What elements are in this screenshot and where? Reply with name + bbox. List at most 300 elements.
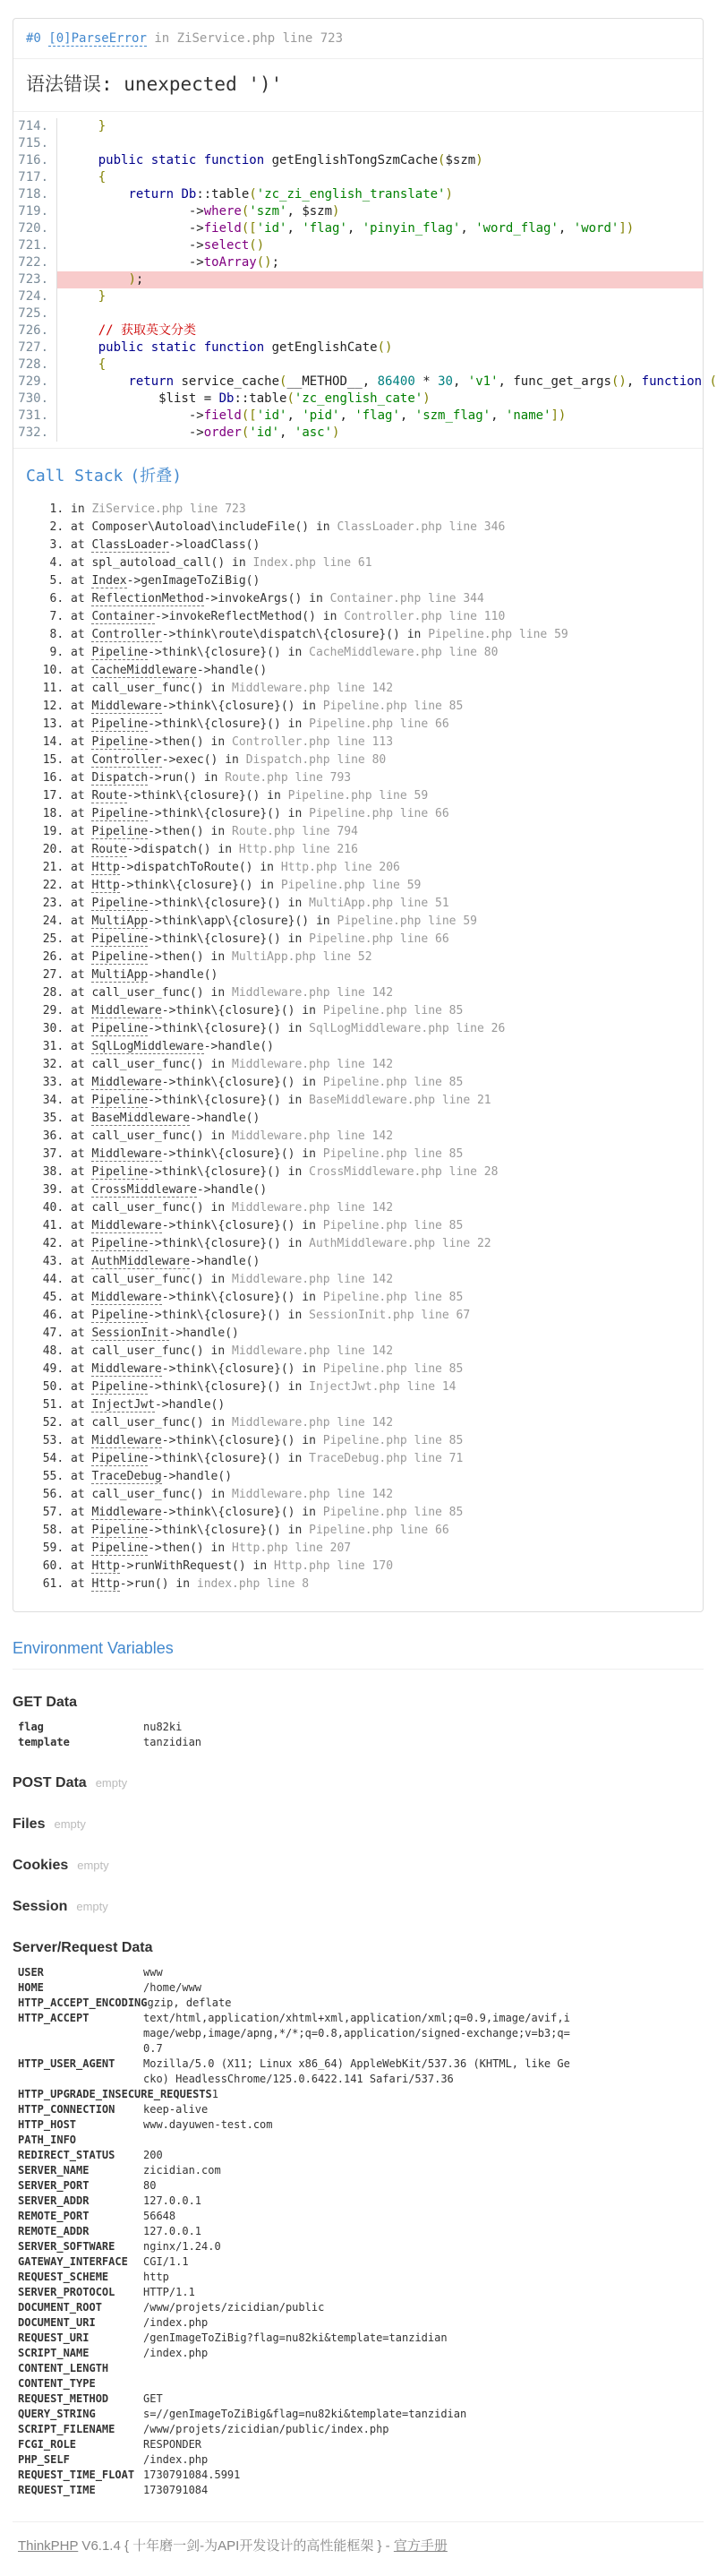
file-location: Pipeline.php line 85 <box>322 1506 464 1519</box>
line-number: 716. <box>13 152 57 169</box>
file-location: Pipeline.php line 85 <box>322 1434 464 1447</box>
var-key: DOCUMENT_ROOT <box>18 2301 102 2314</box>
class-name-abbr: Pipeline <box>91 1094 149 1107</box>
file-location: Http.php line 206 <box>280 861 400 874</box>
stack-item: 6. at ReflectionMethod->invokeArgs() in Container.php line 344 <box>71 590 690 608</box>
class-name-abbr: Pipeline <box>91 1541 149 1555</box>
var-key: SERVER_ADDR <box>18 2194 90 2207</box>
empty-badge: empty <box>77 1859 109 1872</box>
stack-item: 2. at Composer\Autoload\includeFile() in ClassLoader.php line 346 <box>71 519 690 537</box>
class-name-abbr: CrossMiddleware <box>91 1183 197 1197</box>
class-name-abbr: Route <box>91 789 127 803</box>
code-text: ->order('id', 'asc') <box>68 425 340 440</box>
code-line <box>13 186 703 203</box>
var-row <box>13 2452 704 2468</box>
line-number: 722. <box>13 254 57 271</box>
file-location: index.php line 8 <box>196 1577 310 1591</box>
file-location: Pipeline.php line 85 <box>322 700 464 713</box>
var-key: SERVER_NAME <box>18 2164 90 2177</box>
stack-item: 37. at Middleware->think\{closure}() in Pipeline.php line 85 <box>71 1146 690 1163</box>
file-location: SqlLogMiddleware.php line 26 <box>309 1022 506 1035</box>
code-line <box>13 152 703 169</box>
var-key: flag <box>18 1721 44 1733</box>
file-location: Middleware.php line 142 <box>232 682 394 695</box>
stack-item: 17. at Route->think\{closure}() in Pipeline.php line 59 <box>71 787 690 805</box>
var-row <box>13 2376 704 2391</box>
stack-item: 38. at Pipeline->think\{closure}() in CrossMiddleware.php line 28 <box>71 1163 690 1181</box>
stack-item: 25. at Pipeline->think\{closure}() in Pipeline.php line 66 <box>71 931 690 949</box>
stack-item: 15. at Controller->exec() in Dispatch.php line 80 <box>71 751 690 769</box>
var-row <box>13 2117 704 2133</box>
var-row <box>13 2239 704 2254</box>
empty-badge: empty <box>54 1817 86 1831</box>
class-name-abbr: CacheMiddleware <box>91 664 197 677</box>
var-value: /index.php <box>143 2453 209 2466</box>
stack-item: 8. at Controller->think\route\dispatch\{closure}() in Pipeline.php line 59 <box>71 626 690 644</box>
error-header <box>13 19 703 59</box>
stack-item: 32. at call_user_func() in Middleware.php line 142 <box>71 1056 690 1074</box>
var-row <box>13 2346 704 2361</box>
var-key: REQUEST_METHOD <box>18 2392 109 2405</box>
stack-item: 22. at Http->think\{closure}() in Pipeline.php line 59 <box>71 877 690 895</box>
class-name-abbr: Pipeline <box>91 825 149 838</box>
class-name-abbr: Route <box>91 843 127 856</box>
stack-item: 47. at SessionInit->handle() <box>71 1325 690 1343</box>
line-number: 725. <box>13 305 57 322</box>
var-row <box>13 2437 704 2452</box>
class-name-abbr: Container <box>91 610 155 623</box>
file-location: Controller.php line 113 <box>232 735 394 749</box>
var-row <box>13 2300 704 2315</box>
code-text: { <box>98 170 107 185</box>
code-text: ->where('szm', $szm) <box>68 204 340 219</box>
section-title: Session empty <box>13 1899 108 1914</box>
file-location: Middleware.php line 142 <box>232 1344 394 1358</box>
file-location: Middleware.php line 142 <box>232 986 394 1000</box>
class-name-abbr: InjectJwt <box>91 1398 155 1412</box>
class-name-abbr: Middleware <box>91 1004 162 1018</box>
stack-item: 28. at call_user_func() in Middleware.php line 142 <box>71 984 690 1002</box>
exception-panel <box>13 18 717 1612</box>
file-location: Pipeline.php line 66 <box>309 932 449 946</box>
stack-item: 31. at SqlLogMiddleware->handle() <box>71 1038 690 1056</box>
section-title: Files empty <box>13 1816 86 1832</box>
line-number: 721. <box>13 237 57 254</box>
code-line <box>13 220 703 237</box>
var-row <box>13 2194 704 2209</box>
manual-link[interactable]: 官方手册 <box>393 2538 448 2554</box>
code-line <box>13 203 703 220</box>
file-location: Pipeline.php line 85 <box>322 1004 464 1018</box>
code-line <box>13 374 717 391</box>
line-number: 728. <box>13 356 57 374</box>
class-name-abbr: Middleware <box>91 1076 162 1089</box>
line-number: 724. <box>13 288 57 305</box>
var-row <box>13 2483 704 2498</box>
var-value: /genImageToZiBig?flag=nu82ki&template=tanzidian <box>143 2331 448 2344</box>
var-row <box>13 2148 704 2163</box>
code-line <box>13 118 703 135</box>
var-value: 1 <box>211 2088 218 2100</box>
file-location: Http.php line 207 <box>232 1541 352 1555</box>
stack-item: 20. at Route->dispatch() in Http.php line 216 <box>71 841 690 859</box>
line-number: 723. <box>13 271 57 288</box>
line-number: 720. <box>13 220 57 237</box>
line-number: 731. <box>13 408 57 425</box>
var-value: gzip, deflate <box>147 1996 232 2009</box>
var-row <box>13 2315 704 2331</box>
code-line <box>13 135 703 152</box>
code-text: ); <box>57 271 703 288</box>
file-location: MultiApp.php line 52 <box>232 950 372 964</box>
file-location: ClassLoader.php line 346 <box>337 520 506 534</box>
error-index: #0 <box>26 31 41 46</box>
file-location: Container.php line 344 <box>329 592 484 605</box>
section-title: POST Data empty <box>13 1775 128 1790</box>
class-name-abbr: Pipeline <box>91 1452 149 1465</box>
code-text: public static function getEnglishCate() <box>98 340 393 355</box>
var-key: SERVER_PORT <box>18 2179 90 2192</box>
var-row <box>13 2285 704 2300</box>
stack-item: 21. at Http->dispatchToRoute() in Http.php line 206 <box>71 859 690 877</box>
class-name-abbr: Pipeline <box>91 1165 149 1179</box>
class-name-abbr: Pipeline <box>91 1380 149 1394</box>
code-text <box>57 305 703 322</box>
class-name-abbr: SessionInit <box>91 1327 169 1340</box>
stack-item: 52. at call_user_func() in Middleware.php line 142 <box>71 1414 690 1432</box>
var-value: 127.0.0.1 <box>143 2225 202 2237</box>
env-section <box>13 1775 704 1791</box>
file-location: Pipeline.php line 59 <box>428 628 568 641</box>
stack-item: 5. at Index->genImageToZiBig() <box>71 572 690 590</box>
line-number: 715. <box>13 135 57 152</box>
stack-item: 16. at Dispatch->run() in Route.php line 793 <box>71 769 690 787</box>
file-location: Pipeline.php line 59 <box>337 914 477 928</box>
code-line <box>13 322 703 339</box>
file-location: Middleware.php line 142 <box>232 1201 394 1215</box>
env-section <box>13 1695 704 1750</box>
var-key: REMOTE_PORT <box>18 2210 90 2222</box>
source-code <box>13 112 717 448</box>
var-row <box>13 1996 704 2011</box>
var-value: keep-alive <box>143 2103 209 2116</box>
stack-item: 57. at Middleware->think\{closure}() in Pipeline.php line 85 <box>71 1504 690 1522</box>
var-key: SCRIPT_FILENAME <box>18 2423 115 2435</box>
class-name-abbr: BaseMiddleware <box>91 1112 191 1125</box>
stack-item: 24. at MultiApp->think\app\{closure}() in Pipeline.php line 59 <box>71 913 690 931</box>
code-text: { <box>98 357 107 372</box>
stack-item: 43. at AuthMiddleware->handle() <box>71 1253 690 1271</box>
footer <box>13 2521 704 2555</box>
var-row <box>13 2102 704 2117</box>
class-name-abbr: Controller <box>91 753 162 767</box>
var-key: CONTENT_LENGTH <box>18 2362 109 2374</box>
code-text: ->select() <box>68 238 265 253</box>
class-name-abbr: Pipeline <box>91 1022 149 1035</box>
line-number: 729. <box>13 374 57 391</box>
class-name-abbr: Controller <box>91 628 162 641</box>
var-value: 200 <box>143 2149 163 2161</box>
line-number: 719. <box>13 203 57 220</box>
var-value: 56648 <box>143 2210 176 2222</box>
var-value: zicidian.com <box>143 2164 221 2177</box>
error-message: 语法错误: unexpected ')' <box>13 59 703 112</box>
thinkphp-link[interactable]: ThinkPHP <box>18 2538 79 2554</box>
file-location: Pipeline.php line 59 <box>280 879 422 892</box>
file-location: Index.php line 61 <box>252 556 372 570</box>
var-row <box>13 2391 704 2407</box>
class-name-abbr: Pipeline <box>91 1237 149 1250</box>
stack-item: 58. at Pipeline->think\{closure}() in Pipeline.php line 66 <box>71 1522 690 1540</box>
call-stack-title: Call Stack (折叠) <box>26 467 183 485</box>
var-key: PATH_INFO <box>18 2134 77 2146</box>
code-line <box>13 169 703 186</box>
code-line <box>13 356 703 374</box>
code-line <box>13 408 703 425</box>
class-name-abbr: Pipeline <box>91 932 149 946</box>
var-key: REQUEST_URI <box>18 2331 90 2344</box>
stack-item: 42. at Pipeline->think\{closure}() in AuthMiddleware.php line 22 <box>71 1235 690 1253</box>
class-name-abbr: Pipeline <box>91 646 149 659</box>
stack-item: 9. at Pipeline->think\{closure}() in CacheMiddleware.php line 80 <box>71 644 690 662</box>
call-stack-list <box>26 501 690 1593</box>
var-value: 1730791084 <box>143 2484 209 2496</box>
code-text: ->field(['id', 'flag', 'pinyin_flag', 'word_flag', 'word']) <box>68 221 635 236</box>
file-location: Pipeline.php line 66 <box>309 717 449 731</box>
var-row <box>13 2057 704 2087</box>
line-number: 726. <box>13 322 57 339</box>
file-location: Route.php line 793 <box>225 771 352 785</box>
var-value: www.dayuwen-test.com <box>143 2118 273 2131</box>
file-location: Middleware.php line 142 <box>232 1129 394 1143</box>
stack-item: 36. at call_user_func() in Middleware.php line 142 <box>71 1128 690 1146</box>
class-name-abbr: Pipeline <box>91 807 149 820</box>
var-key: HOME <box>18 1981 44 1994</box>
call-stack-section <box>13 448 703 1611</box>
env-section <box>13 1899 704 1915</box>
var-key: HTTP_HOST <box>18 2118 77 2131</box>
section-title: GET Data <box>13 1695 78 1710</box>
file-location: Pipeline.php line 85 <box>322 1219 464 1232</box>
error-type-abbr: [0]ParseError <box>48 31 147 46</box>
file-location: MultiApp.php line 51 <box>309 897 449 910</box>
file-location: Pipeline.php line 66 <box>309 1524 449 1537</box>
stack-item: 35. at BaseMiddleware->handle() <box>71 1110 690 1128</box>
var-key: REMOTE_ADDR <box>18 2225 90 2237</box>
class-name-abbr: Middleware <box>91 1434 162 1447</box>
var-row <box>13 2254 704 2270</box>
var-row <box>13 2178 704 2194</box>
var-row <box>13 1965 704 1980</box>
code-text <box>57 135 703 152</box>
class-name-abbr: Dispatch <box>91 771 149 785</box>
class-name-abbr: Middleware <box>91 1362 162 1376</box>
file-location: Pipeline.php line 85 <box>322 1147 464 1161</box>
var-value: /index.php <box>143 2316 209 2329</box>
code-line-error <box>13 271 703 288</box>
code-line <box>13 391 703 408</box>
code-text: return service_cache(__METHOD__, 86400 * 30, 'v1', func_get_args(), function ( <box>128 374 717 389</box>
var-row <box>13 2468 704 2483</box>
stack-item: 4. at spl_autoload_call() in Index.php line 61 <box>71 554 690 572</box>
file-location: Pipeline.php line 85 <box>322 1076 464 1089</box>
code-line <box>13 305 703 322</box>
env-section <box>13 1858 704 1874</box>
var-value: 127.0.0.1 <box>143 2194 202 2207</box>
file-location: Http.php line 170 <box>274 1559 394 1573</box>
var-row <box>13 2163 704 2178</box>
stack-item: 40. at call_user_func() in Middleware.php line 142 <box>71 1199 690 1217</box>
line-number: 732. <box>13 425 57 442</box>
env-section <box>13 1816 704 1833</box>
class-name-abbr: Http <box>91 1559 120 1573</box>
code-text: ->toArray(); <box>68 255 280 270</box>
class-name-abbr: Pipeline <box>91 950 149 964</box>
var-row <box>13 2209 704 2224</box>
error-location: ZiService.php line 723 <box>176 31 344 46</box>
var-value: s=//genImageToZiBig&flag=nu82ki&template=tanzidian <box>143 2408 467 2420</box>
env-sections <box>13 1695 704 2498</box>
collapse-toggle[interactable]: (折叠) <box>130 467 183 485</box>
var-key: SCRIPT_NAME <box>18 2347 90 2359</box>
line-number: 714. <box>13 118 57 135</box>
var-value: /index.php <box>143 2347 209 2359</box>
file-location: Pipeline.php line 66 <box>309 807 449 820</box>
file-location: InjectJwt.php line 14 <box>309 1380 457 1394</box>
var-key: FCGI_ROLE <box>18 2438 77 2451</box>
stack-item: 34. at Pipeline->think\{closure}() in BaseMiddleware.php line 21 <box>71 1092 690 1110</box>
var-key: USER <box>18 1966 44 1979</box>
class-name-abbr: Middleware <box>91 1219 162 1232</box>
footer-version-text: V6.1.4 { 十年磨一剑-为API开发设计的高性能框架 } - <box>78 2538 394 2554</box>
stack-item: 59. at Pipeline->then() in Http.php line 207 <box>71 1540 690 1558</box>
var-value: CGI/1.1 <box>143 2255 189 2268</box>
var-value: 80 <box>143 2179 157 2192</box>
var-key: REQUEST_TIME_FLOAT <box>18 2469 135 2481</box>
var-row <box>13 1720 704 1735</box>
var-key: REQUEST_SCHEME <box>18 2271 109 2283</box>
var-value: nginx/1.24.0 <box>143 2240 221 2253</box>
stack-item: 14. at Pipeline->then() in Controller.php line 113 <box>71 734 690 751</box>
stack-item: 23. at Pipeline->think\{closure}() in MultiApp.php line 51 <box>71 895 690 913</box>
class-name-abbr: Index <box>91 574 127 588</box>
stack-item: 12. at Middleware->think\{closure}() in Pipeline.php line 85 <box>71 698 690 716</box>
class-name-abbr: Http <box>91 1577 120 1591</box>
stack-item: 10. at CacheMiddleware->handle() <box>71 662 690 680</box>
var-value: GET <box>143 2392 163 2405</box>
class-name-abbr: Middleware <box>91 700 162 713</box>
file-location: CacheMiddleware.php line 80 <box>309 646 499 659</box>
stack-item: 45. at Middleware->think\{closure}() in Pipeline.php line 85 <box>71 1289 690 1307</box>
stack-item: 26. at Pipeline->then() in MultiApp.php line 52 <box>71 949 690 966</box>
stack-item: 30. at Pipeline->think\{closure}() in SqlLogMiddleware.php line 26 <box>71 1020 690 1038</box>
code-text: public static function getEnglishTongSzmCache($szm) <box>98 153 483 167</box>
stack-item: 27. at MultiApp->handle() <box>71 966 690 984</box>
var-key: SERVER_SOFTWARE <box>18 2240 115 2253</box>
file-location: Middleware.php line 142 <box>232 1488 394 1501</box>
class-name-abbr: Middleware <box>91 1147 162 1161</box>
file-location: Http.php line 216 <box>238 843 358 856</box>
code-text: ->field(['id', 'pid', 'flag', 'szm_flag', 'name']) <box>68 408 567 423</box>
file-location: AuthMiddleware.php line 22 <box>309 1237 491 1250</box>
var-key: HTTP_ACCEPT <box>18 2012 90 2024</box>
var-row <box>13 2133 704 2148</box>
var-row <box>13 2270 704 2285</box>
stack-item: 49. at Middleware->think\{closure}() in Pipeline.php line 85 <box>71 1361 690 1378</box>
stack-item: 44. at call_user_func() in Middleware.php line 142 <box>71 1271 690 1289</box>
stack-item: 60. at Http->runWithRequest() in Http.php line 170 <box>71 1558 690 1576</box>
class-name-abbr: TraceDebug <box>91 1470 162 1483</box>
var-value: http <box>143 2271 169 2283</box>
code-text: } <box>98 119 107 133</box>
stack-item: 50. at Pipeline->think\{closure}() in InjectJwt.php line 14 <box>71 1378 690 1396</box>
file-location: Middleware.php line 142 <box>232 1273 394 1286</box>
class-name-abbr: MultiApp <box>91 914 149 928</box>
var-key: HTTP_CONNECTION <box>18 2103 115 2116</box>
code-text: } <box>98 289 107 304</box>
file-location: Dispatch.php line 80 <box>245 753 387 767</box>
stack-item: 56. at call_user_func() in Middleware.php line 142 <box>71 1486 690 1504</box>
var-row <box>13 2361 704 2376</box>
var-key: CONTENT_TYPE <box>18 2377 96 2390</box>
stack-item: 48. at call_user_func() in Middleware.php line 142 <box>71 1343 690 1361</box>
class-name-abbr: Middleware <box>91 1506 162 1519</box>
file-location: SessionInit.php line 67 <box>309 1309 471 1322</box>
stack-item: 33. at Middleware->think\{closure}() in Pipeline.php line 85 <box>71 1074 690 1092</box>
class-name-abbr: ReflectionMethod <box>91 592 204 605</box>
file-location: TraceDebug.php line 71 <box>309 1452 464 1465</box>
line-number: 718. <box>13 186 57 203</box>
var-value: /home/www <box>143 1981 202 1994</box>
var-value: /www/projets/zicidian/public/index.php <box>143 2423 389 2435</box>
code-text: return Db::table('zc_zi_english_translate') <box>128 187 453 202</box>
class-name-abbr: SqlLogMiddleware <box>91 1040 204 1053</box>
file-location: Pipeline.php line 85 <box>322 1291 464 1304</box>
var-row <box>13 2422 704 2437</box>
var-value: /www/projets/zicidian/public <box>143 2301 325 2314</box>
var-value: HTTP/1.1 <box>143 2286 195 2298</box>
stack-item: 41. at Middleware->think\{closure}() in Pipeline.php line 85 <box>71 1217 690 1235</box>
var-key: HTTP_ACCEPT_ENCODING <box>18 1996 148 2009</box>
var-value: RESPONDER <box>143 2438 202 2451</box>
class-name-abbr: Pipeline <box>91 717 149 731</box>
class-name-abbr: Pipeline <box>91 897 149 910</box>
file-location: Middleware.php line 142 <box>232 1416 394 1430</box>
file-location: CrossMiddleware.php line 28 <box>309 1165 499 1179</box>
stack-item: 13. at Pipeline->think\{closure}() in Pipeline.php line 66 <box>71 716 690 734</box>
section-title: Cookies empty <box>13 1858 109 1873</box>
var-value: www <box>143 1966 163 1979</box>
env-section <box>13 1940 704 2498</box>
stack-item: 3. at ClassLoader->loadClass() <box>71 537 690 554</box>
var-key: template <box>18 1736 70 1748</box>
class-name-abbr: Pipeline <box>91 735 149 749</box>
file-location: BaseMiddleware.php line 21 <box>309 1094 491 1107</box>
class-name-abbr: Http <box>91 879 120 892</box>
code-line <box>13 425 703 442</box>
stack-item: 51. at InjectJwt->handle() <box>71 1396 690 1414</box>
var-key: HTTP_UPGRADE_INSECURE_REQUESTS <box>18 2088 212 2100</box>
class-name-abbr: Http <box>91 861 120 874</box>
class-name-abbr: AuthMiddleware <box>91 1255 191 1268</box>
var-row <box>13 2224 704 2239</box>
empty-badge: empty <box>95 1776 128 1790</box>
var-value: nu82ki <box>143 1721 183 1733</box>
var-key: SERVER_PROTOCOL <box>18 2286 115 2298</box>
var-key: PHP_SELF <box>18 2453 70 2466</box>
code-line <box>13 254 703 271</box>
line-number: 717. <box>13 169 57 186</box>
